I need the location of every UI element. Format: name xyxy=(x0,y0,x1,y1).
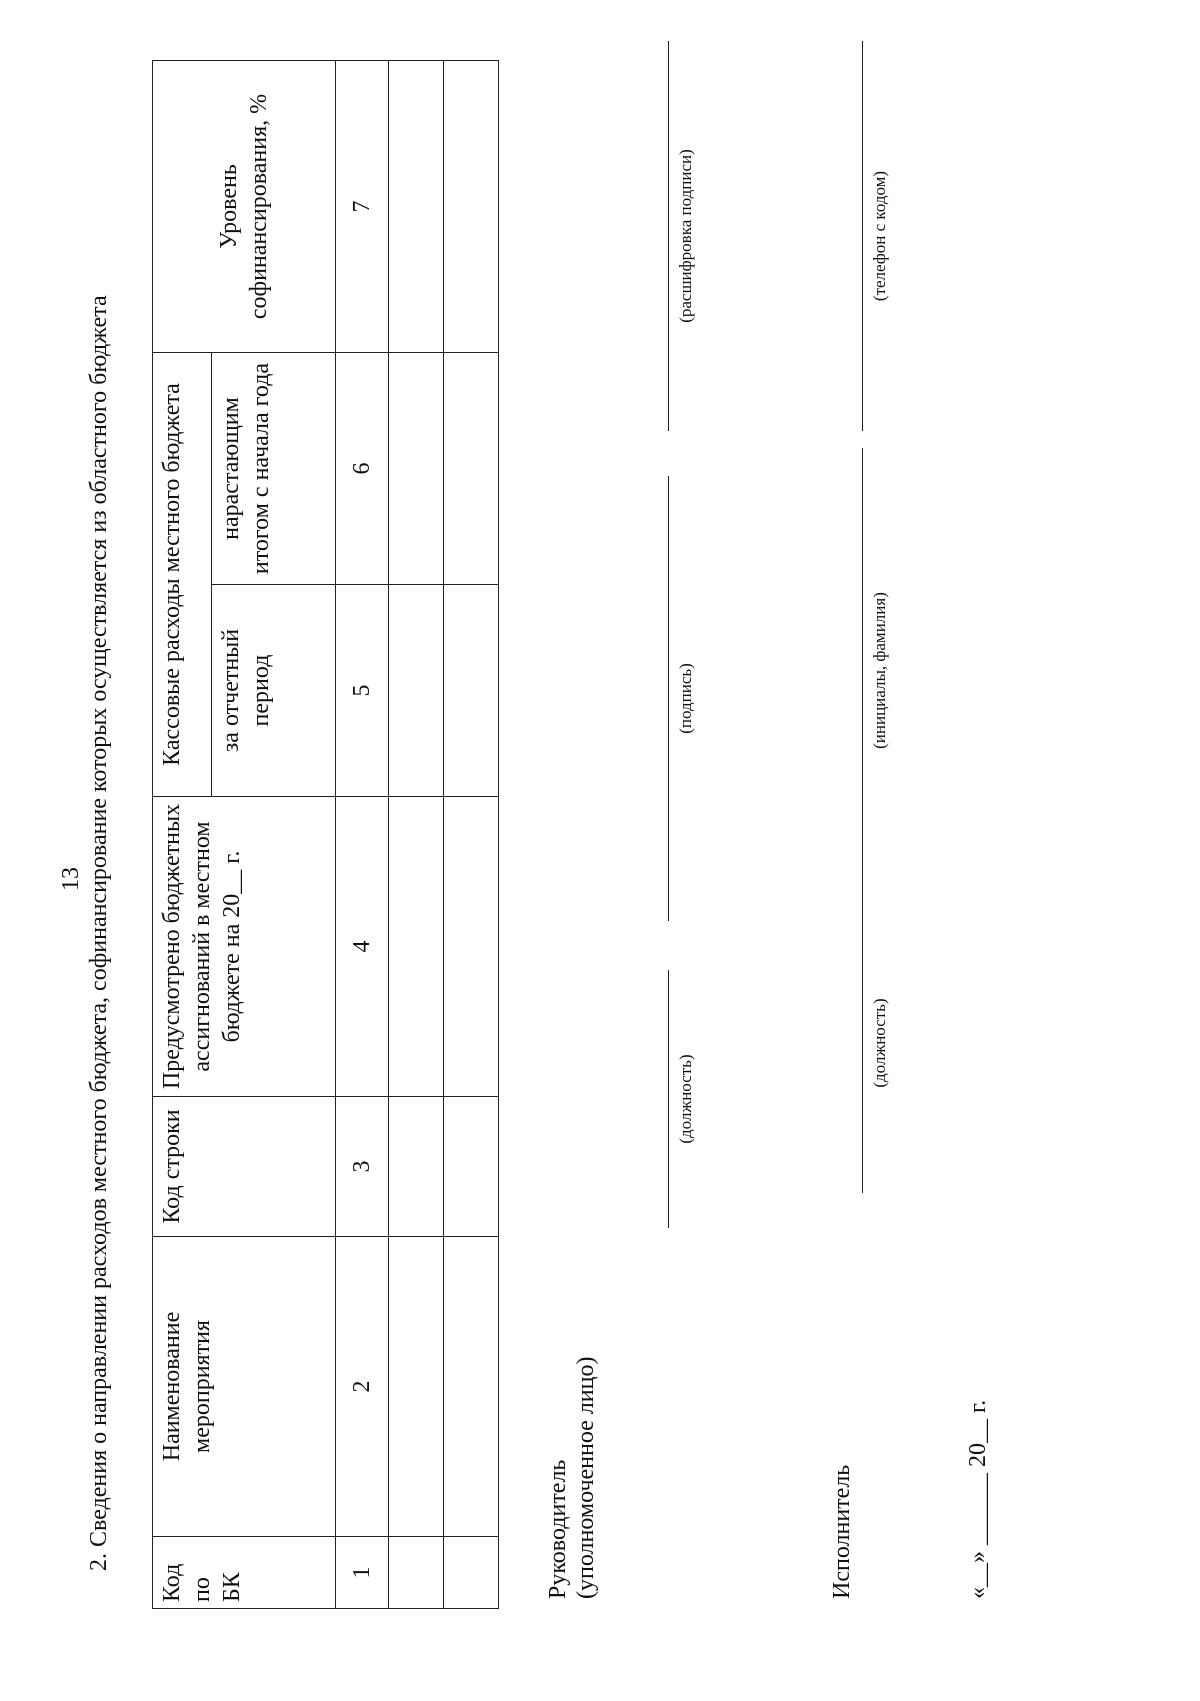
executor-name-line[interactable] xyxy=(862,448,863,893)
executor-position-line[interactable] xyxy=(862,893,863,1193)
col-number: 7 xyxy=(336,60,389,352)
table-cell[interactable] xyxy=(444,1537,499,1609)
table-cell[interactable] xyxy=(444,1237,499,1537)
header-za-otchetny: за отчетный период xyxy=(212,585,336,797)
table-cell[interactable] xyxy=(389,585,444,797)
head-label-line2: (уполномоченное лицо) xyxy=(573,1356,599,1599)
header-kassovye-rashody: Кассовые расходы местного бюджета xyxy=(153,352,212,796)
expenses-table xyxy=(152,60,499,1609)
table-row xyxy=(389,60,444,1608)
decoding-line[interactable] xyxy=(668,41,669,431)
table-row xyxy=(444,60,499,1608)
table-cell[interactable] xyxy=(389,1097,444,1237)
head-label-line1: Руководитель xyxy=(545,1459,571,1599)
table-cell[interactable] xyxy=(389,1537,444,1609)
table-cell[interactable] xyxy=(444,352,499,584)
header-naimenovanie: Наименование мероприятия xyxy=(153,1237,336,1537)
table-cell[interactable] xyxy=(389,797,444,1097)
signature-line[interactable] xyxy=(668,476,669,921)
page-number: 13 xyxy=(58,867,84,891)
table-cell[interactable] xyxy=(389,1237,444,1537)
position-signature-line[interactable] xyxy=(668,970,669,1228)
signature-caption: (подпись) xyxy=(676,663,695,734)
header-uroven: Уровень софинансирования, % xyxy=(153,60,336,352)
table-header-row xyxy=(153,60,212,1608)
executor-position-caption: (должность) xyxy=(870,998,889,1088)
col-number: 1 xyxy=(336,1537,389,1609)
table-cell[interactable] xyxy=(444,797,499,1097)
table-cell[interactable] xyxy=(444,585,499,797)
col-number: 3 xyxy=(336,1097,389,1237)
executor-label: Исполнитель xyxy=(829,1464,855,1599)
header-kod-bk: Код по БК xyxy=(153,1537,336,1609)
position-caption: (должность) xyxy=(676,1054,695,1144)
header-predusmotreno: Предусмотрено бюджетных ассигнований в местном бюджете на 20__ г. xyxy=(153,797,336,1097)
table-cell[interactable] xyxy=(444,1097,499,1237)
col-number: 6 xyxy=(336,352,389,584)
header-narastayushchim: нарастающим итогом с начала года xyxy=(212,352,336,584)
table-cell[interactable] xyxy=(444,60,499,352)
decoding-caption: (расшифровка подписи) xyxy=(676,149,695,323)
date-line: «__» ______ 20__ г. xyxy=(965,1399,991,1599)
header-kod-stroki: Код строки xyxy=(153,1097,336,1237)
table-row-numbers xyxy=(336,60,389,1608)
section-heading: 2. Сведения о направлении расходов местного бюджета, софинансирование которых осуществляется из областного бюджета xyxy=(86,295,112,1571)
col-number: 5 xyxy=(336,585,389,797)
executor-name-caption: (инициалы, фамилия) xyxy=(870,592,889,749)
col-number: 2 xyxy=(336,1237,389,1537)
col-number: 4 xyxy=(336,797,389,1097)
phone-caption: (телефон с кодом) xyxy=(870,170,889,302)
table-cell[interactable] xyxy=(389,60,444,352)
head-label xyxy=(544,1357,600,1599)
table-cell[interactable] xyxy=(389,352,444,584)
phone-line[interactable] xyxy=(862,41,863,431)
